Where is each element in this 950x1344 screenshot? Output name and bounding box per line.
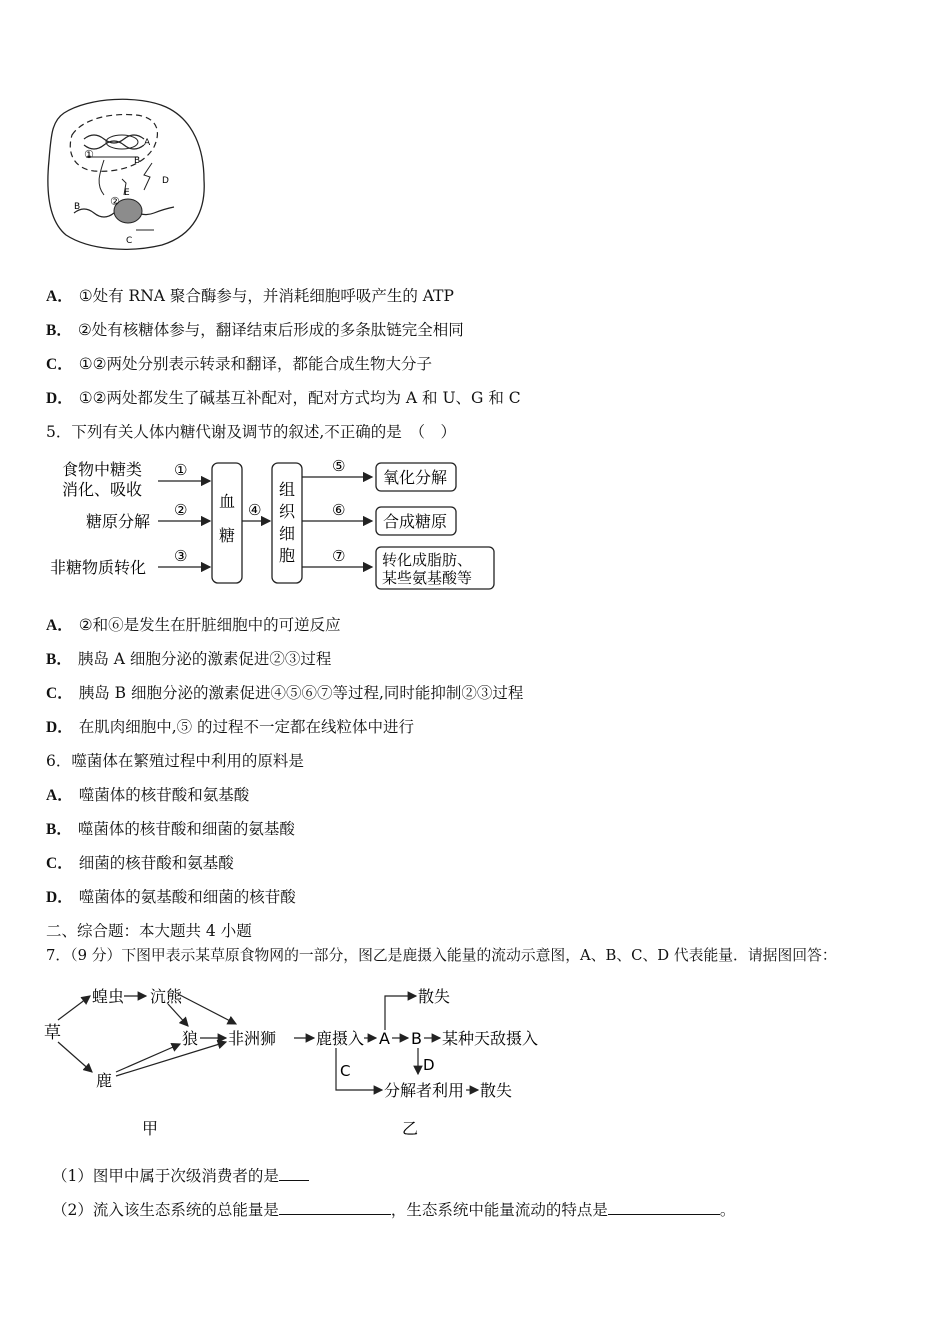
flow-decomposer: 分解者利用 — [384, 1081, 465, 1100]
section-2-heading: 二、综合题：本大题共 4 小题 — [46, 922, 252, 940]
out-glycogen: 合成糖原 — [383, 512, 448, 531]
q5-stem: 5．下列有关人体内糖代谢及调节的叙述,不正确的是 （ ） — [46, 423, 457, 441]
tissue-2: 织 — [279, 502, 296, 521]
step-7: ⑦ — [332, 547, 346, 565]
flow-loss-2: 散失 — [480, 1081, 513, 1100]
q4-option-c: C． ①②两处分别表示转录和翻译，都能合成生物大分子 — [46, 355, 432, 373]
node-lion: 非洲狮 — [228, 1029, 277, 1048]
q6-option-c: C． 细菌的核苷酸和氨基酸 — [46, 854, 234, 872]
flow-enemy: 某种天敌摄入 — [442, 1029, 539, 1048]
source-food-1: 食物中糖类 — [62, 460, 143, 479]
source-nonsugar: 非糖物质转化 — [50, 558, 147, 577]
caption-yi: 乙 — [402, 1119, 419, 1138]
food-web-diagram — [40, 980, 290, 1140]
tissue-1: 组 — [279, 480, 296, 499]
out-convert-1: 转化成脂肪、 — [382, 551, 473, 569]
step-5: ⑤ — [332, 457, 346, 475]
out-oxidation: 氧化分解 — [383, 468, 448, 487]
flow-C: C — [340, 1062, 351, 1080]
tissue-4: 胞 — [279, 546, 296, 565]
q6-option-a: A． 噬菌体的核苷酸和氨基酸 — [46, 786, 250, 804]
node-wolf: 狼 — [182, 1029, 199, 1048]
caption-jia: 甲 — [142, 1119, 159, 1138]
label-A: A — [144, 138, 151, 148]
flow-loss: 散失 — [418, 987, 451, 1006]
flow-intake: 鹿摄入 — [316, 1029, 365, 1048]
step-1: ① — [174, 461, 188, 479]
q5-option-d: D． 在肌肉细胞中,⑤ 的过程不一定都在线粒体中进行 — [46, 718, 415, 736]
node-deer: 鹿 — [96, 1071, 113, 1090]
step-3: ③ — [174, 547, 188, 565]
q5-option-b: B． 胰岛 A 细胞分泌的激素促进②③过程 — [46, 650, 332, 668]
q7-sub2: （2）流入该生态系统的总能量是 ，生态系统中能量流动的特点是 。 — [52, 1201, 736, 1219]
cell-diagram — [44, 95, 214, 255]
flow-B: B — [411, 1029, 422, 1048]
q5-option-c: C． 胰岛 B 细胞分泌的激素促进④⑤⑥⑦等过程,同时能抑制②③过程 — [46, 684, 524, 702]
node-locust: 蝗虫 — [92, 987, 125, 1006]
label-B-left: B — [74, 202, 81, 212]
q4-option-d: D． ①②两处都发生了碱基互补配对，配对方式均为 A 和 U、G 和 C — [46, 389, 521, 407]
label-circle-1: ① — [84, 148, 94, 161]
q7-sub1: （1）图甲中属于次级消费者的是 — [52, 1166, 309, 1186]
q6-option-b: B． 噬菌体的核苷酸和细菌的氨基酸 — [46, 820, 295, 838]
flow-A: A — [379, 1029, 390, 1048]
energy-flow-diagram — [290, 980, 540, 1140]
q6-option-d: D． 噬菌体的氨基酸和细菌的核苷酸 — [46, 888, 296, 906]
q6-stem: 6．噬菌体在繁殖过程中利用的原料是 — [46, 752, 304, 770]
out-convert-2: 某些氨基酸等 — [382, 569, 473, 587]
label-circle-2: ② — [110, 195, 120, 208]
label-E: E — [124, 188, 130, 198]
flow-D: D — [423, 1056, 435, 1074]
q7-stem: 7．（9 分）下图甲表示某草原食物网的一部分，图乙是鹿摄入能量的流动示意图，A、B、C、D 代表能量．请据图回答： — [46, 947, 837, 964]
q5-option-a: A． ②和⑥是发生在肝脏细胞中的可逆反应 — [46, 616, 341, 634]
source-food-2: 消化、吸收 — [62, 480, 143, 499]
label-C: C — [126, 236, 133, 246]
step-4: ④ — [248, 501, 262, 519]
sugar-metabolism-diagram — [46, 455, 498, 595]
q4-option-a: A． ①处有 RNA 聚合酶参与，并消耗细胞呼吸产生的 ATP — [46, 287, 454, 305]
blood-sugar-1: 血 — [219, 492, 236, 511]
blood-sugar-2: 糖 — [219, 526, 236, 545]
source-glycogen: 糖原分解 — [86, 512, 151, 531]
label-D: D — [162, 176, 169, 186]
label-B-top: B — [134, 156, 141, 166]
step-6: ⑥ — [332, 501, 346, 519]
node-grass: 草 — [44, 1023, 61, 1043]
tissue-3: 细 — [279, 524, 296, 543]
node-bear: 沆熊 — [150, 987, 183, 1006]
q4-option-b: B． ②处有核糖体参与，翻译结束后形成的多条肽链完全相同 — [46, 321, 464, 339]
step-2: ② — [174, 501, 188, 519]
